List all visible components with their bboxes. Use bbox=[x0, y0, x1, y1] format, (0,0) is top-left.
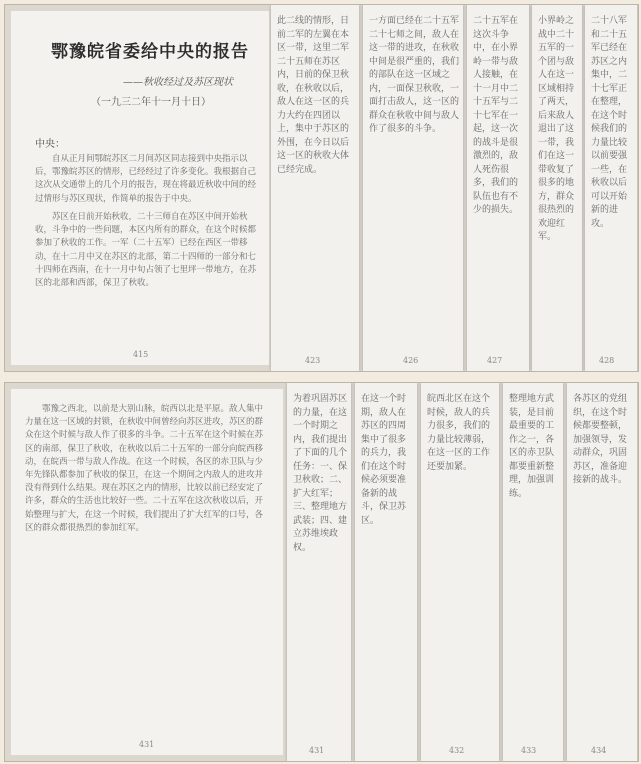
strip-text: 一方面已经在二十五军二十七师之间，敌人在这一带的进攻，在秋收中间是很严重的，我们的部队在这一区域之内，一面保卫秋收，一面打击敌人，这一区的群众在秋收中间与敌人作了很多的斗争。 bbox=[369, 16, 460, 134]
strip-text: 在这一个时期，敌人在苏区的四周集中了很多的兵力，我们在这个时候必须要准备新的战斗，保卫苏区。 bbox=[361, 394, 407, 526]
first-page bbox=[11, 11, 269, 365]
text-strip bbox=[532, 5, 582, 371]
text-strip bbox=[467, 5, 529, 371]
strip-text: 此二线的情形，日前二军的左翼在本区一带，这里二军二十五师在苏区内，日前的保卫秋收，在秋收以后，敌人在这一区的兵力大约在四团以上，集中于苏区的外围，在今日以后这一区的秋收大体已经完成。 bbox=[277, 16, 350, 175]
text-strip bbox=[287, 383, 351, 761]
text-strip bbox=[363, 5, 463, 371]
page-number: 415 bbox=[133, 350, 149, 359]
strip-text: 皖西北区在这个时候，敌人的兵力很多，我们的力量比较薄弱，在这一区的工作还要加紧。 bbox=[427, 394, 491, 472]
text-strip bbox=[585, 5, 637, 371]
text-strip bbox=[421, 383, 499, 761]
salutation: 中央： bbox=[35, 139, 65, 150]
paragraph-1: 自从正月间鄂皖苏区二月间苏区同志接到中央指示以后，鄂豫皖苏区的情形，已经经过了许多变化。我根据自己这次从交通带上的几个月的报告，现在将最近秋收中间的经过情形与苏区现状，作简单的报告于中央。 bbox=[35, 154, 257, 204]
report-date: （一九三二年十一月十日） bbox=[91, 97, 211, 108]
strip-text: 整理地方武装，是目前最重要的工作之一，各区的赤卫队都要重新整理，加强训练。 bbox=[509, 394, 555, 499]
strip-text: 二十八军和二十五军已经在苏区之内集中，二十七军正在整理，在这个时候我们的力量比较以前要强一些，在秋收以后可以开始新的进攻。 bbox=[591, 16, 628, 229]
strip-text: 各苏区的党组织，在这个时候都要整顿，加强领导，发动群众，巩固苏区，准备迎接新的战斗。 bbox=[573, 394, 628, 485]
paragraph-1: 鄂豫之西北，以前是大别山脉，皖西以北是平原。敌人集中力量在这一区域的封锁，在秋收中间曾经向苏区进攻，苏区的群众在这个时候与敌人作了很多的斗争。二十五军在这个时候在苏区的南部，保卫了秋收，在秋收以后二十五军的一部分向皖西移动，在皖西一带与敌人作战。在这一个时候，各区的赤卫队与少年先锋队都参加了秋收的保卫，在这一个期间之内敌人的进攻并没有得到什么结果。现在苏区之内的情形，比较以前已经安定了许多，群众的生活也比较好一些。二十五军在这次秋收以后，开始整理与扩大，在这一个时候，我们提出了扩大红军的口号，各区的群众都很热烈的参加红军。 bbox=[25, 404, 264, 533]
page-number: 427 bbox=[487, 356, 503, 365]
text-strip bbox=[503, 383, 563, 761]
page-number: 432 bbox=[449, 746, 465, 755]
page-number: 434 bbox=[591, 746, 607, 755]
report-title: 鄂豫皖省委给中央的报告 bbox=[51, 42, 249, 62]
text-strip bbox=[567, 383, 637, 761]
bottom-scan-panel bbox=[4, 382, 639, 762]
top-scan-panel bbox=[4, 4, 639, 372]
strip-text: 二十五军在这次斗争中，在小界岭一带与敌人接触，在十一月中二十五军与二十七军在一起，这一次的战斗是很激烈的，敌人死伤很多，我们的队伍也有不少的损失。 bbox=[473, 16, 519, 215]
text-strip bbox=[355, 383, 417, 761]
page-number: 423 bbox=[305, 356, 321, 365]
page-number: 428 bbox=[599, 356, 615, 365]
page-number: 431 bbox=[139, 740, 155, 749]
first-page bbox=[11, 389, 283, 755]
page-number: 426 bbox=[403, 356, 419, 365]
strip-text: 小界岭之战中二十五军的一个团与敌人在这一区域相持了两天，后来敌人退出了这一带，我们在这一带收复了很多的地方，群众很热烈的欢迎红军。 bbox=[538, 16, 575, 242]
paragraph-2: 苏区在日前开始秋收，二十三师自在苏区中间开始秋收，斗争中的一些问题，本区内所有的群众，在这个时候都参加了秋收的工作。一军（二十五军）已经在西区一带移动，在十二月中又在苏区的北部，第二十四师的一部分和七十四师在西南，在十一月中旬占领了七里坪一带地方，在苏区的北部和西部，保卫了秋收。 bbox=[35, 212, 257, 289]
report-subtitle: ——秋收经过及苏区现状 bbox=[123, 77, 233, 88]
page-number: 433 bbox=[521, 746, 537, 755]
page-number: 431 bbox=[309, 746, 325, 755]
strip-text: 为着巩固苏区的力量，在这一个时期之内，我们提出了下面的几个任务：一、保卫秋收；二、扩大红军；三、整理地方武装；四、建立苏维埃政权。 bbox=[293, 394, 348, 553]
text-strip bbox=[271, 5, 359, 371]
